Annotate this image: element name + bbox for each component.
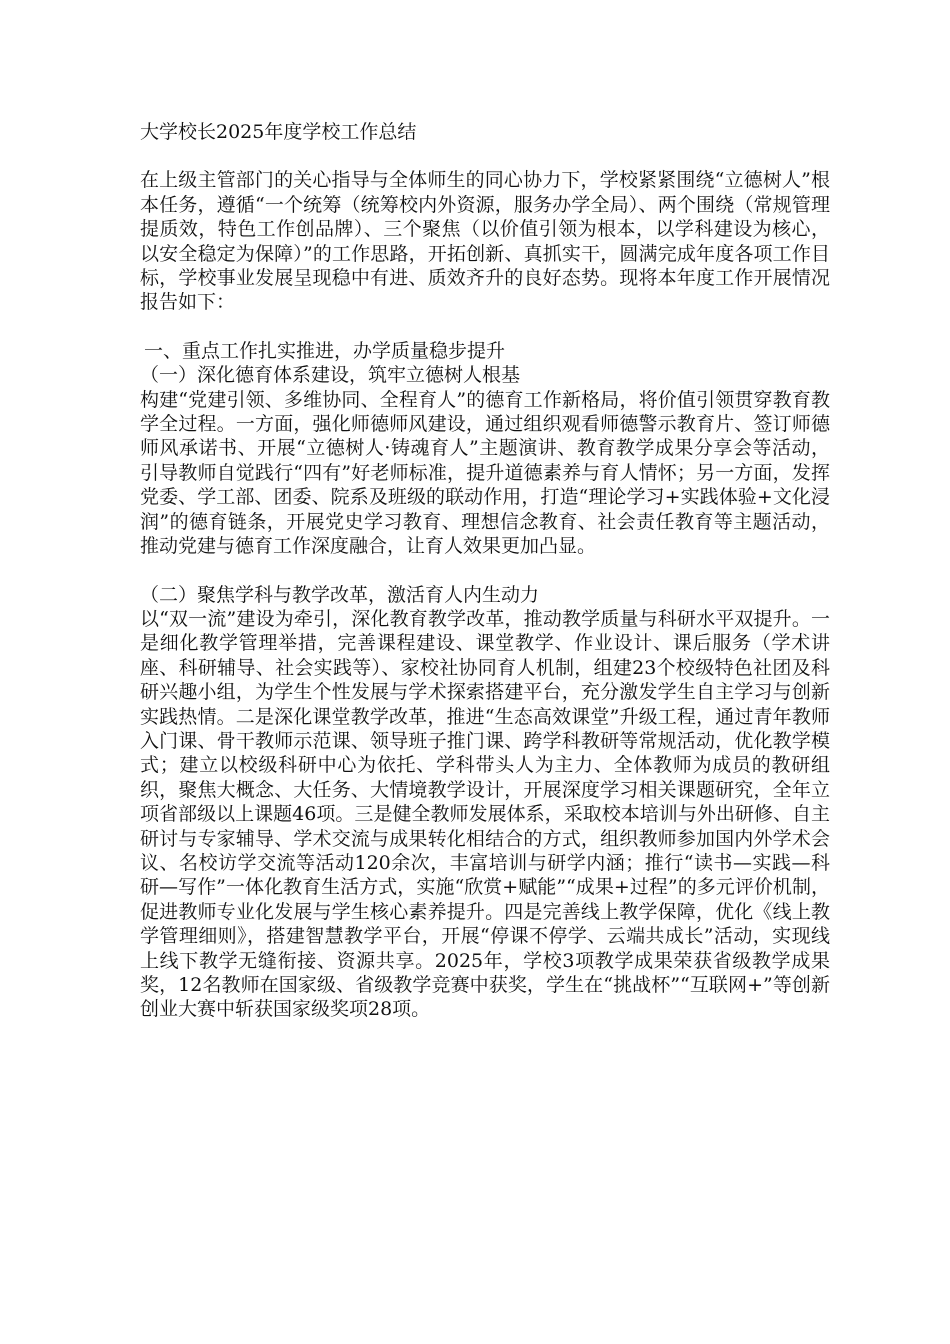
document-body — [140, 120, 830, 1022]
subsection-body-2: 以“双一流”建设为牵引，深化教育教学改革，推动教学质量与科研水平双提升。一是细化教学管理举措，完善课程建设、课堂教学、作业设计、课后服务（学术讲座、科研辅导、社会实践等）、家校社协同育人机制，组建23个校级特色社团及科研兴趣小组，为学生个性发展与学术探索搭建平台，充分激发学生自主学习与创新实践热情。二是深化课堂教学改革，推进“生态高效课堂”升级工程，通过青年教师入门课、骨干教师示范课、领导班子推门课、跨学科教研等常规活动，优化教学模式；建立以校级科研中心为依托、学科带头人为主力、全体教师为成员的教研组织，聚焦大概念、大任务、大情境教学设计，开展深度学习相关课题研究，全年立项省部级以上课题46项。三是健全教师发展体系，采取校本培训与外出研修、自主研讨与专家辅导、学术交流与成果转化相结合的方式，组织教师参加国内外学术会议、名校访学交流等活动120余次，丰富培训与研学内涵；推行“读书—实践—科研—写作”一体化教育生活方式，实施“欣赏+赋能”“成果+过程”的多元评价机制，促进教师专业化发展与学生核心素养提升。四是完善线上教学保障，优化《线上教学管理细则》，搭建智慧教学平台，开展“停课不停学、云端共成长”活动，实现线上线下教学无缝衔接、资源共享。2025年，学校3项教学成果荣获省级教学成果奖，12名教师在国家级、省级教学竞赛中获奖，学生在“挑战杯”“互联网+”等创新创业大赛中斩获国家级奖项28项。 — [140, 607, 830, 1021]
subsection-heading-2: （二）聚焦学科与教学改革，激活育人内生动力 — [140, 583, 540, 606]
intro-paragraph: 在上级主管部门的关心指导与全体师生的同心协力下，学校紧紧围绕“立德树人”根本任务，遵循“一个统筹（统筹校内外资源，服务办学全局）、两个围绕（常规管理提质效，特色工作创品牌）、三个聚焦（以价值引领为根本，以学科建设为核心，以安全稳定为保障）”的工作思路，开拓创新、真抓实干，圆满完成年度各项工作目标，学校事业发展呈现稳中有进、质效齐升的良好态势。现将本年度工作开展情况报告如下： — [140, 169, 830, 314]
document-title: 大学校长2025年度学校工作总结 — [140, 121, 417, 143]
section-heading-1: 一、重点工作扎实推进，办学质量稳步提升 — [144, 339, 506, 362]
subsection-body-1: 构建“党建引领、多维协同、全程育人”的德育工作新格局，将价值引领贯穿教育教学全过程。一方面，强化师德师风建设，通过组织观看师德警示教育片、签订师德师风承诺书、开展“立德树人·铸魂育人”主题演讲、教育教学成果分享会等活动，引导教师自觉践行“四有”好老师标准，提升道德素养与育人情怀；另一方面，发挥党委、学工部、团委、院系及班级的联动作用，打造“理论学习+实践体验+文化浸润”的德育链条，开展党史学习教育、理想信念教育、社会责任教育等主题活动，推动党建与德育工作深度融合，让育人效果更加凸显。 — [140, 388, 830, 558]
subsection-heading-1: （一）深化德育体系建设，筑牢立德树人根基 — [140, 364, 521, 387]
